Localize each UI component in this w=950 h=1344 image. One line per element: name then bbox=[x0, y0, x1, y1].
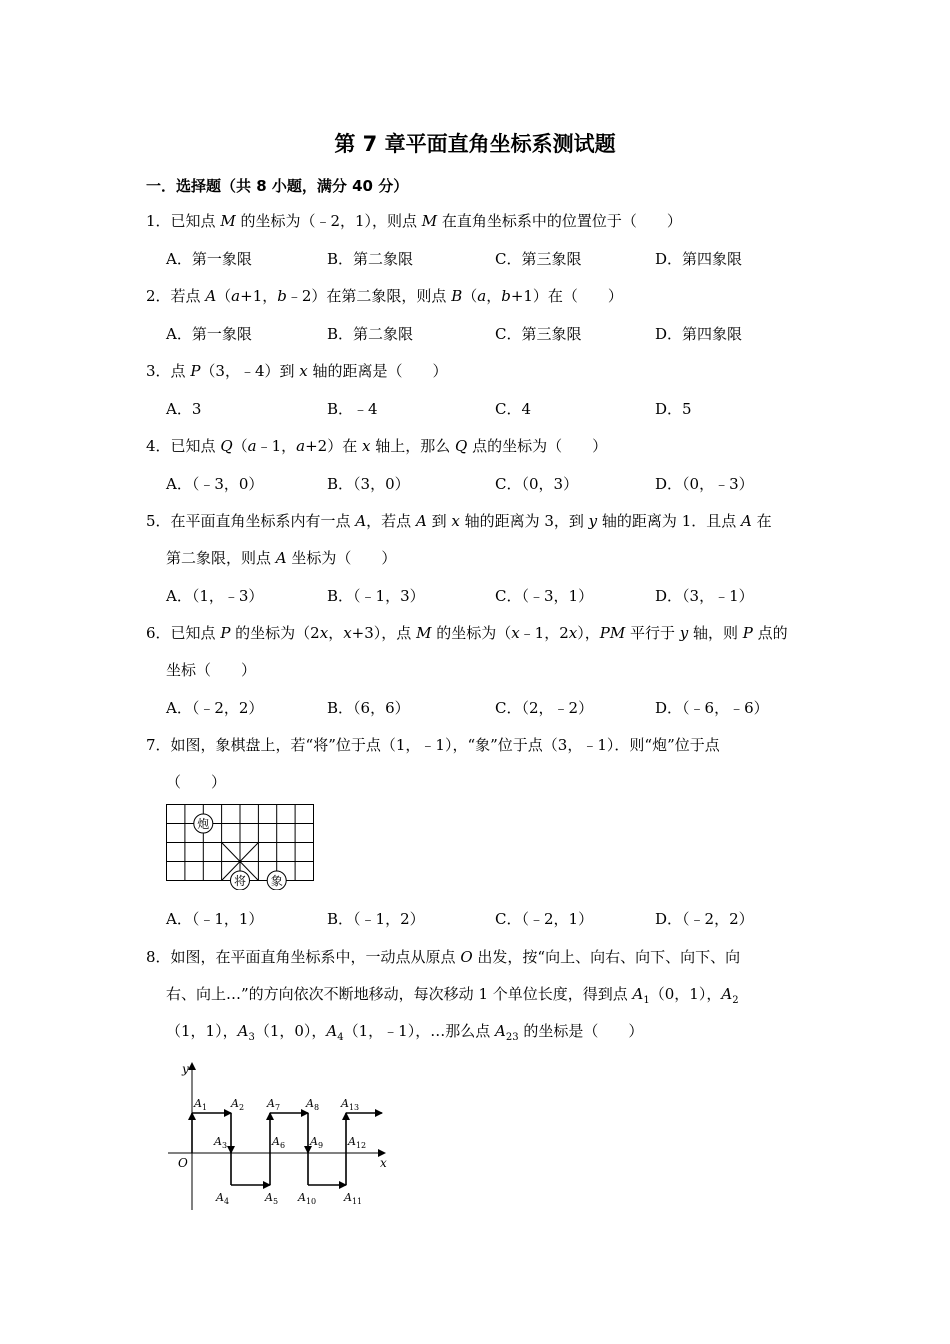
q7-option-a: A．（﹣1，1） bbox=[166, 910, 264, 928]
label-a6: $A_6$ bbox=[272, 1135, 286, 1150]
q3-option-d: D．5 bbox=[655, 400, 692, 418]
q4-option-b: B．（3，0） bbox=[327, 475, 410, 493]
question-4: 4．已知点 Q（a﹣1，a+2）在 x 轴上，那么 Q 点的坐标为（ ） bbox=[146, 437, 608, 455]
chess-board-figure bbox=[160, 798, 320, 890]
q1-option-a: A．第一象限 bbox=[166, 250, 252, 268]
q2-option-d: D．第四象限 bbox=[655, 325, 743, 343]
q7-option-b: B．（﹣1，2） bbox=[327, 910, 425, 928]
label-a4: $A_4$ bbox=[216, 1191, 230, 1206]
label-a13: $A_{13}$ bbox=[341, 1097, 360, 1112]
piece-xiang bbox=[267, 871, 286, 890]
question-1: 1．已知点 M 的坐标为（﹣2，1），则点 M 在直角坐标系中的位置位于（ ） bbox=[146, 212, 682, 230]
q6-option-b: B．（6，6） bbox=[327, 699, 410, 717]
q4-option-d: D．（0，﹣3） bbox=[655, 475, 754, 493]
label-a7: $A_7$ bbox=[267, 1097, 281, 1112]
q2-option-b: B．第二象限 bbox=[327, 325, 414, 343]
question-7: 7．如图，象棋盘上，若“将”位于点（1，﹣1），“象”位于点（3，﹣1）．则“炮”位于点 bbox=[146, 736, 720, 754]
path-segments bbox=[192, 1113, 382, 1185]
question-5-line-2: 第二象限，则点 A 坐标为（ ） bbox=[166, 549, 397, 567]
origin-label: O bbox=[178, 1156, 188, 1170]
label-a8: $A_8$ bbox=[306, 1097, 320, 1112]
q5-option-b: B．（﹣1，3） bbox=[327, 587, 425, 605]
q5-option-a: A．（1，﹣3） bbox=[166, 587, 264, 605]
question-6-line-2: 坐标（ ） bbox=[166, 661, 257, 679]
q4-option-c: C．（0，3） bbox=[495, 475, 579, 493]
question-8-line-2: 右、向上…”的方向依次不断地移动，每次移动 1 个单位长度，得到点 $A_1(0$，1），$A_2$ bbox=[166, 985, 739, 1006]
label-a2: $A_2$ bbox=[231, 1097, 245, 1112]
q1-option-d: D．第四象限 bbox=[655, 250, 743, 268]
section-heading: 一．选择题（共 8 小题，满分 40 分） bbox=[146, 177, 409, 195]
q6-option-a: A．（﹣2，2） bbox=[166, 699, 264, 717]
q7-option-d: D．（﹣2，2） bbox=[655, 910, 754, 928]
q2-option-a: A．第一象限 bbox=[166, 325, 252, 343]
label-a12: $A_{12}$ bbox=[348, 1135, 367, 1150]
svg-text:将: 将 bbox=[233, 874, 247, 888]
piece-pao bbox=[194, 814, 213, 833]
zigzag-path-figure bbox=[160, 1055, 400, 1215]
page-title: 第 7 章平面直角坐标系测试题 bbox=[334, 132, 616, 156]
y-axis-label: y bbox=[182, 1062, 189, 1076]
q7-option-c: C．（﹣2，1） bbox=[495, 910, 594, 928]
label-a5: $A_5$ bbox=[265, 1191, 279, 1206]
svg-text:象: 象 bbox=[270, 874, 283, 888]
label-a10: $A_{10}$ bbox=[298, 1191, 317, 1206]
q1-option-b: B．第二象限 bbox=[327, 250, 414, 268]
question-2: 2．若点 A（a+1，b﹣2）在第二象限，则点 B（a，b+1）在（ ） bbox=[146, 287, 623, 305]
q5-option-d: D．（3，﹣1） bbox=[655, 587, 754, 605]
label-a9: $A_9$ bbox=[310, 1135, 324, 1150]
q6-option-c: C．（2，﹣2） bbox=[495, 699, 594, 717]
question-5: 5．在平面直角坐标系内有一点 A，若点 A 到 x 轴的距离为 3，到 y 轴的距离为 1．且点 A 在 bbox=[146, 512, 772, 530]
question-8-line-3: （1，1），$A_3(1$，0），$A_4(1$，﹣1），…那么点 $A_{23}$ 的坐标是（ ） bbox=[166, 1022, 644, 1043]
x-axis-label: x bbox=[380, 1156, 387, 1170]
q3-option-c: C．4 bbox=[495, 400, 532, 418]
svg-text:炮: 炮 bbox=[197, 817, 210, 831]
label-a1: $A_1$ bbox=[194, 1097, 208, 1112]
q5-option-c: C．（﹣3，1） bbox=[495, 587, 594, 605]
piece-jiang bbox=[231, 871, 250, 890]
q1-option-c: C．第三象限 bbox=[495, 250, 582, 268]
q6-option-d: D．（﹣6，﹣6） bbox=[655, 699, 769, 717]
label-a3: $A_3$ bbox=[214, 1135, 228, 1150]
q3-option-a: A．3 bbox=[166, 400, 202, 418]
label-a11: $A_{11}$ bbox=[344, 1191, 363, 1206]
question-6: 6．已知点 P 的坐标为（2x，x+3），点 M 的坐标为（x﹣1，2x），PM 平行于 y 轴，则 P 点的 bbox=[146, 624, 788, 642]
question-3: 3．点 P（3，﹣4）到 x 轴的距离是（ ） bbox=[146, 362, 448, 380]
question-7-line-2: （ ） bbox=[166, 773, 227, 791]
q2-option-c: C．第三象限 bbox=[495, 325, 582, 343]
q4-option-a: A．（﹣3，0） bbox=[166, 475, 264, 493]
q3-option-b: B．﹣4 bbox=[327, 400, 378, 418]
question-8: 8．如图，在平面直角坐标系中，一动点从原点 O 出发，按“向上、向右、向下、向下、向 bbox=[146, 948, 741, 966]
